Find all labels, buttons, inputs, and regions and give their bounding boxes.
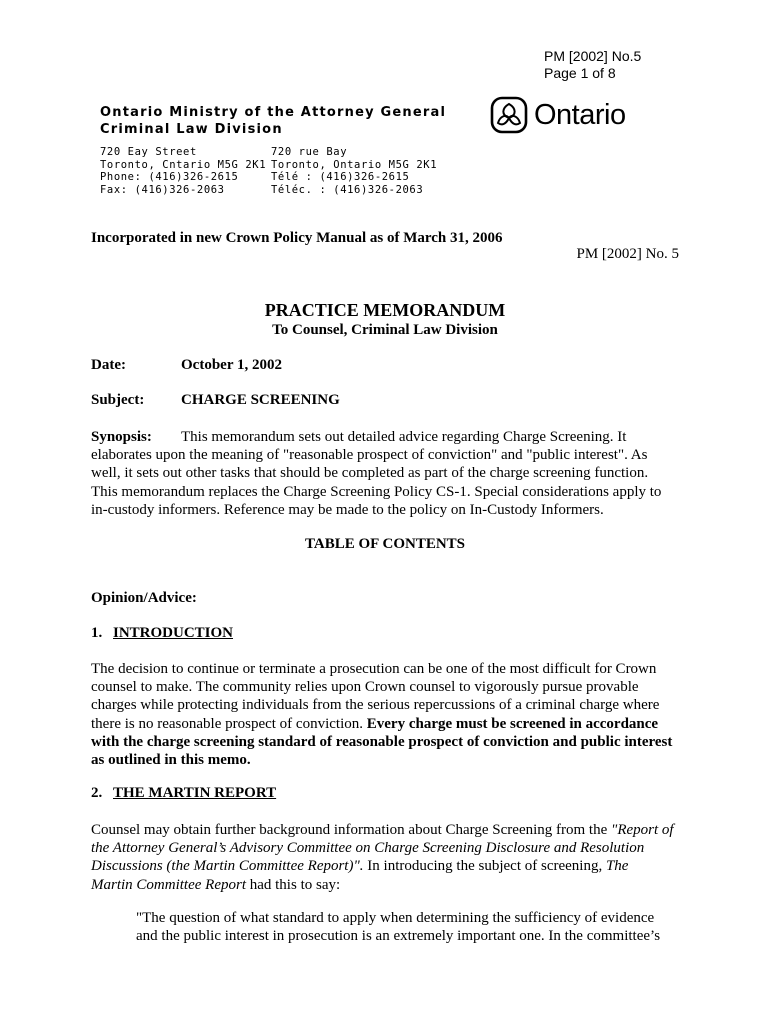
section2-paragraph [91,821,691,894]
martin-quote [136,909,696,945]
synopsis-paragraph [91,428,691,519]
synopsis-label: Synopsis: [91,429,152,445]
ontario-logo [490,96,626,134]
section2-heading [91,785,276,802]
table-of-contents-heading: TABLE OF CONTENTS [304,536,466,552]
section2-line1-plain: Counsel may obtain further background information about Charge Screening from the [91,822,612,838]
synopsis-line5: in-custody informers. Reference may be made to the policy on In-Custody Informers. [91,501,604,518]
subject-value: CHARGE SCREENING [181,392,340,408]
incorporation-notice: Incorporated in new Crown Policy Manual as of March 31, 2006 [91,230,503,246]
section1-line5-bold: with the charge screening standard of reasonable prospect of conviction and public interest [91,733,673,750]
address-en-phone: Phone: (416)326-2615 [100,171,239,183]
section2-line1 [91,821,691,839]
ministry-line2: Criminal Law Division [100,122,283,137]
synopsis-line4: This memorandum replaces the Charge Screening Policy CS-1. Special considerations apply to [91,483,662,500]
ministry-name [100,104,446,138]
section1-title: INTRODUCTION [113,625,234,641]
subject-label: Subject: [91,392,145,408]
address-fr-street: 720 rue Bay [271,146,348,158]
date-value: October 1, 2002 [181,357,282,373]
section1-line3: charges while protecting individuals from the serious repercussions of a criminal charge where [91,697,660,714]
ontario-wordmark: Ontario [534,98,626,131]
section2-line3 [91,857,691,875]
address-en-street: 720 Eay Street [100,146,197,158]
trillium-icon [490,96,528,134]
section2-line4-plain: had this to say: [245,876,341,893]
section2-line3-italic: Discussions (the Martin Committee Report)". [91,858,364,875]
pm-reference: PM [2002] No. 5 [576,246,679,262]
section2-line2 [91,839,691,857]
address-fr-fax: Téléc. : (416)326-2063 [271,183,424,196]
section2-number: 2. [91,785,103,801]
section1-line6-bold: as outlined in this memo. [91,752,251,769]
address-french [271,146,437,196]
address-en-fax: Fax: (416)326-2063 [100,183,225,196]
section2-line2-italic: the Attorney General’s Advisory Committee on Charge Screening Disclosure and Resolution [91,840,645,857]
address-english [100,146,266,196]
synopsis-text1: This memorandum sets out detailed advice regarding Charge Screening. It [181,429,627,445]
page-number: Page 1 of 8 [544,65,616,81]
section2-line4-italic: Martin Committee Report [91,876,246,893]
address-fr-city: Toronto, Ontario M5G 2K1 [271,158,438,171]
section2-line4 [91,876,691,894]
page-header [544,48,641,82]
synopsis-line2: elaborates upon the meaning of "reasonable prospect of conviction" and "public interest". As [91,447,648,464]
quote-line2: and the public interest in prosecution is an extremely important one. In the committee’s [136,928,661,945]
synopsis-line3: well, it sets out other tasks that should be completed as part of the charge screening function. [91,465,649,482]
section1-heading [91,625,233,642]
section2-title: THE MARTIN REPORT [113,785,277,801]
section1-number: 1. [91,625,103,641]
section1-line4 [91,715,691,733]
quote-line1: "The question of what standard to apply when determining the sufficiency of evidence [136,910,655,926]
memo-title: PRACTICE MEMORANDUM [264,300,506,320]
section1-line5 [91,733,691,751]
ministry-line1: Ontario Ministry of the Attorney General [100,105,447,120]
section1-line4-bold: Every charge must be screened in accordance [366,715,659,732]
opinion-heading: Opinion/Advice: [91,590,197,606]
address-en-city: Toronto, Cntario M5G 2K1 [100,158,267,171]
section2-line3-plain: In introducing the subject of screening, [363,858,606,875]
section1-line1: The decision to continue or terminate a prosecution can be one of the most difficult for Crown [91,661,657,677]
pm-number: PM [2002] No.5 [544,48,642,64]
date-label: Date: [91,357,126,373]
section1-line4-plain: there is no reasonable prospect of conviction. [91,715,367,732]
section1-line2: counsel to make. The community relies upon Crown counsel to vigorously pursue provable [91,679,639,696]
synopsis-line1 [91,428,691,446]
section2-line3-italic2: The [605,858,629,875]
subject-row [91,392,340,409]
section1-paragraph [91,660,691,769]
section2-line1-italic: "Report of [611,822,674,838]
memo-subtitle: To Counsel, Criminal Law Division [272,322,498,338]
section1-line6 [91,751,691,769]
date-row [91,357,282,374]
address-fr-phone: Télé : (416)326-2615 [271,171,410,183]
